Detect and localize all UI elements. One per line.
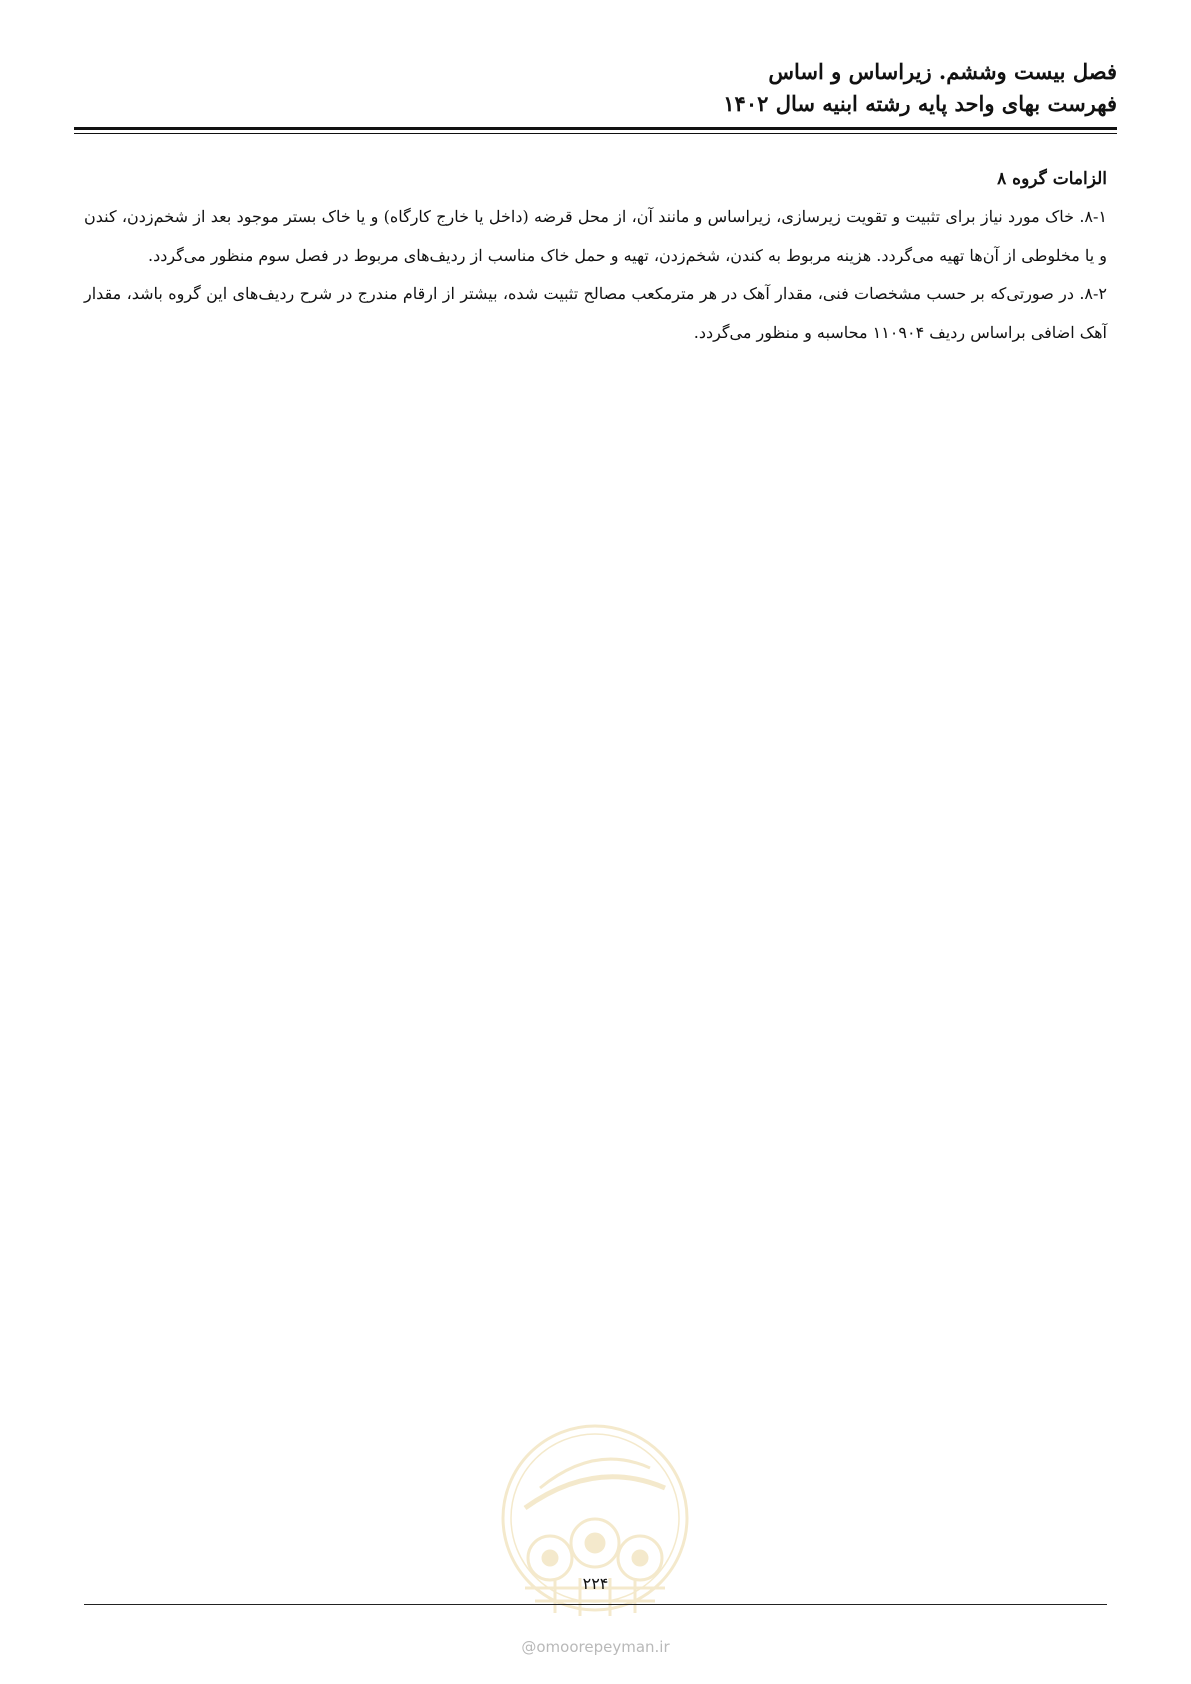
at-icon: @	[521, 1638, 537, 1656]
watermark-url	[0, 1638, 1191, 1656]
header-rule-thin	[74, 133, 1117, 134]
section-title: الزامات گروه ۸	[997, 169, 1107, 189]
page-number: ۲۲۴	[582, 1574, 609, 1593]
paragraph-8-1: ۸-۱. خاک مورد نیاز برای تثبیت و تقویت زیرسازی، زیراساس و مانند آن، از محل قرضه (داخل یا خارج کارگاه) و یا خاک بستر موجود بعد از شخم‌زدن، کندن و یا مخلوطی از آن‌ها تهیه می‌گردد. هزینه مربوط به کندن، شخم‌زدن، تهیه و حمل خاک مناسب از ردیف‌های مربوط در فصل سوم منظور می‌گردد.	[84, 207, 1108, 265]
watermark-url-text: omoorepeyman.ir	[536, 1638, 670, 1656]
page-content	[84, 164, 1107, 352]
watermark-logo-icon	[495, 1418, 695, 1628]
header-rule-thick	[74, 127, 1117, 130]
document-title: فهرست بهای واحد پایه رشته ابنیه سال ۱۴۰۲	[723, 91, 1117, 116]
paragraph-8-2: ۸-۲. در صورتی‌که بر حسب مشخصات فنی، مقدار آهک در هر مترمکعب مصالح تثبیت شده، بیشتر از ارقام مندرج در شرح ردیف‌های این گروه باشد، مقدار آهک اضافی براساس ردیف ۱۱۰۹۰۴ محاسبه و منظور می‌گردد.	[84, 284, 1107, 342]
footer-rule	[84, 1604, 1107, 1605]
chapter-title: فصل بیست وششم. زیراساس و اساس	[768, 59, 1117, 84]
page-header	[74, 56, 1117, 120]
